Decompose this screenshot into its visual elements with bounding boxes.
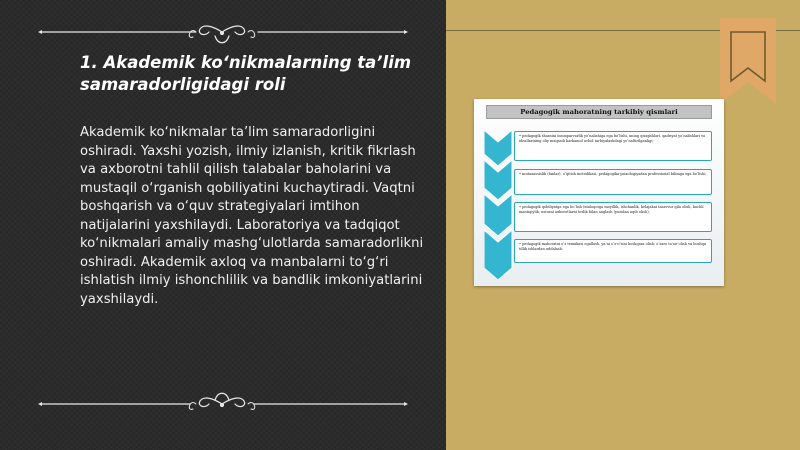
diagram-item-1: • pedagogik shaxsini insonparvarlik yo‘nalishiga ega bo‘lishi, uning qiziqishlari, qadriyat yo‘nalishlari va ideallarining oliy maqsadi barkamol avlod tarbiyalashdagi yo‘naltirilganligi; [514,131,712,161]
diagram-item-4: • pedagogik mahoratni o‘z texnikasi egallash, ya’ni o‘z-o‘zini boshqara olish, o‘zaro ta’sir olish va boshqa tillik ishlardan uddalash. [514,239,712,263]
slide-body-text: Akademik ko‘nikmalar ta’lim samaradorligini oshiradi. Yaxshi yozish, ilmiy izlanish, kritik fikrlash va axborotni tahlil qilish talabalar baholarini va mustaqil o‘rganish qobiliyatini kuchaytiradi. Vaqtni boshqarish va o‘quv strategiyalari imtihon natijalarini yaxshilaydi. Laboratoriya va tadqiqot ko‘nikmalari amaliy mashg‘ulotlarda samaradorlikni oshiradi. Akademik axloq va manbalarni to‘g‘ri ishlatish ilmiy ishonchlilik va bandlik imkoniyatlarini yaxshilaydi. [80,125,424,307]
diagram-header: Pedagogik mahoratning tarkibiy qismlari [486,105,712,119]
diagram-image [474,99,724,286]
diagram-item-3: • pedagogik qobiliyatga ega bo‘lish (muloqotga moyillik, ishchanlik, kelajakni tasavvur qila olish, kuchli mantiqiylik, ustozni axborotlarni tezlik bilan anglash (yuzidan uqib olish); [514,202,712,232]
bookmark-ribbon-icon [718,18,780,106]
slide-title: 1. Akademik ko‘nikmalarning ta’lim samaradorligidagi roli [80,53,412,94]
diagram-chevrons [484,130,514,282]
bottom-flourish-divider-icon [0,388,446,428]
diagram-item-2: • mutaxassislik (fanlar), o‘qitish metodikasi, pedagogika-psixologiyadan professional bilimga ega bo‘lishi; [514,169,712,195]
